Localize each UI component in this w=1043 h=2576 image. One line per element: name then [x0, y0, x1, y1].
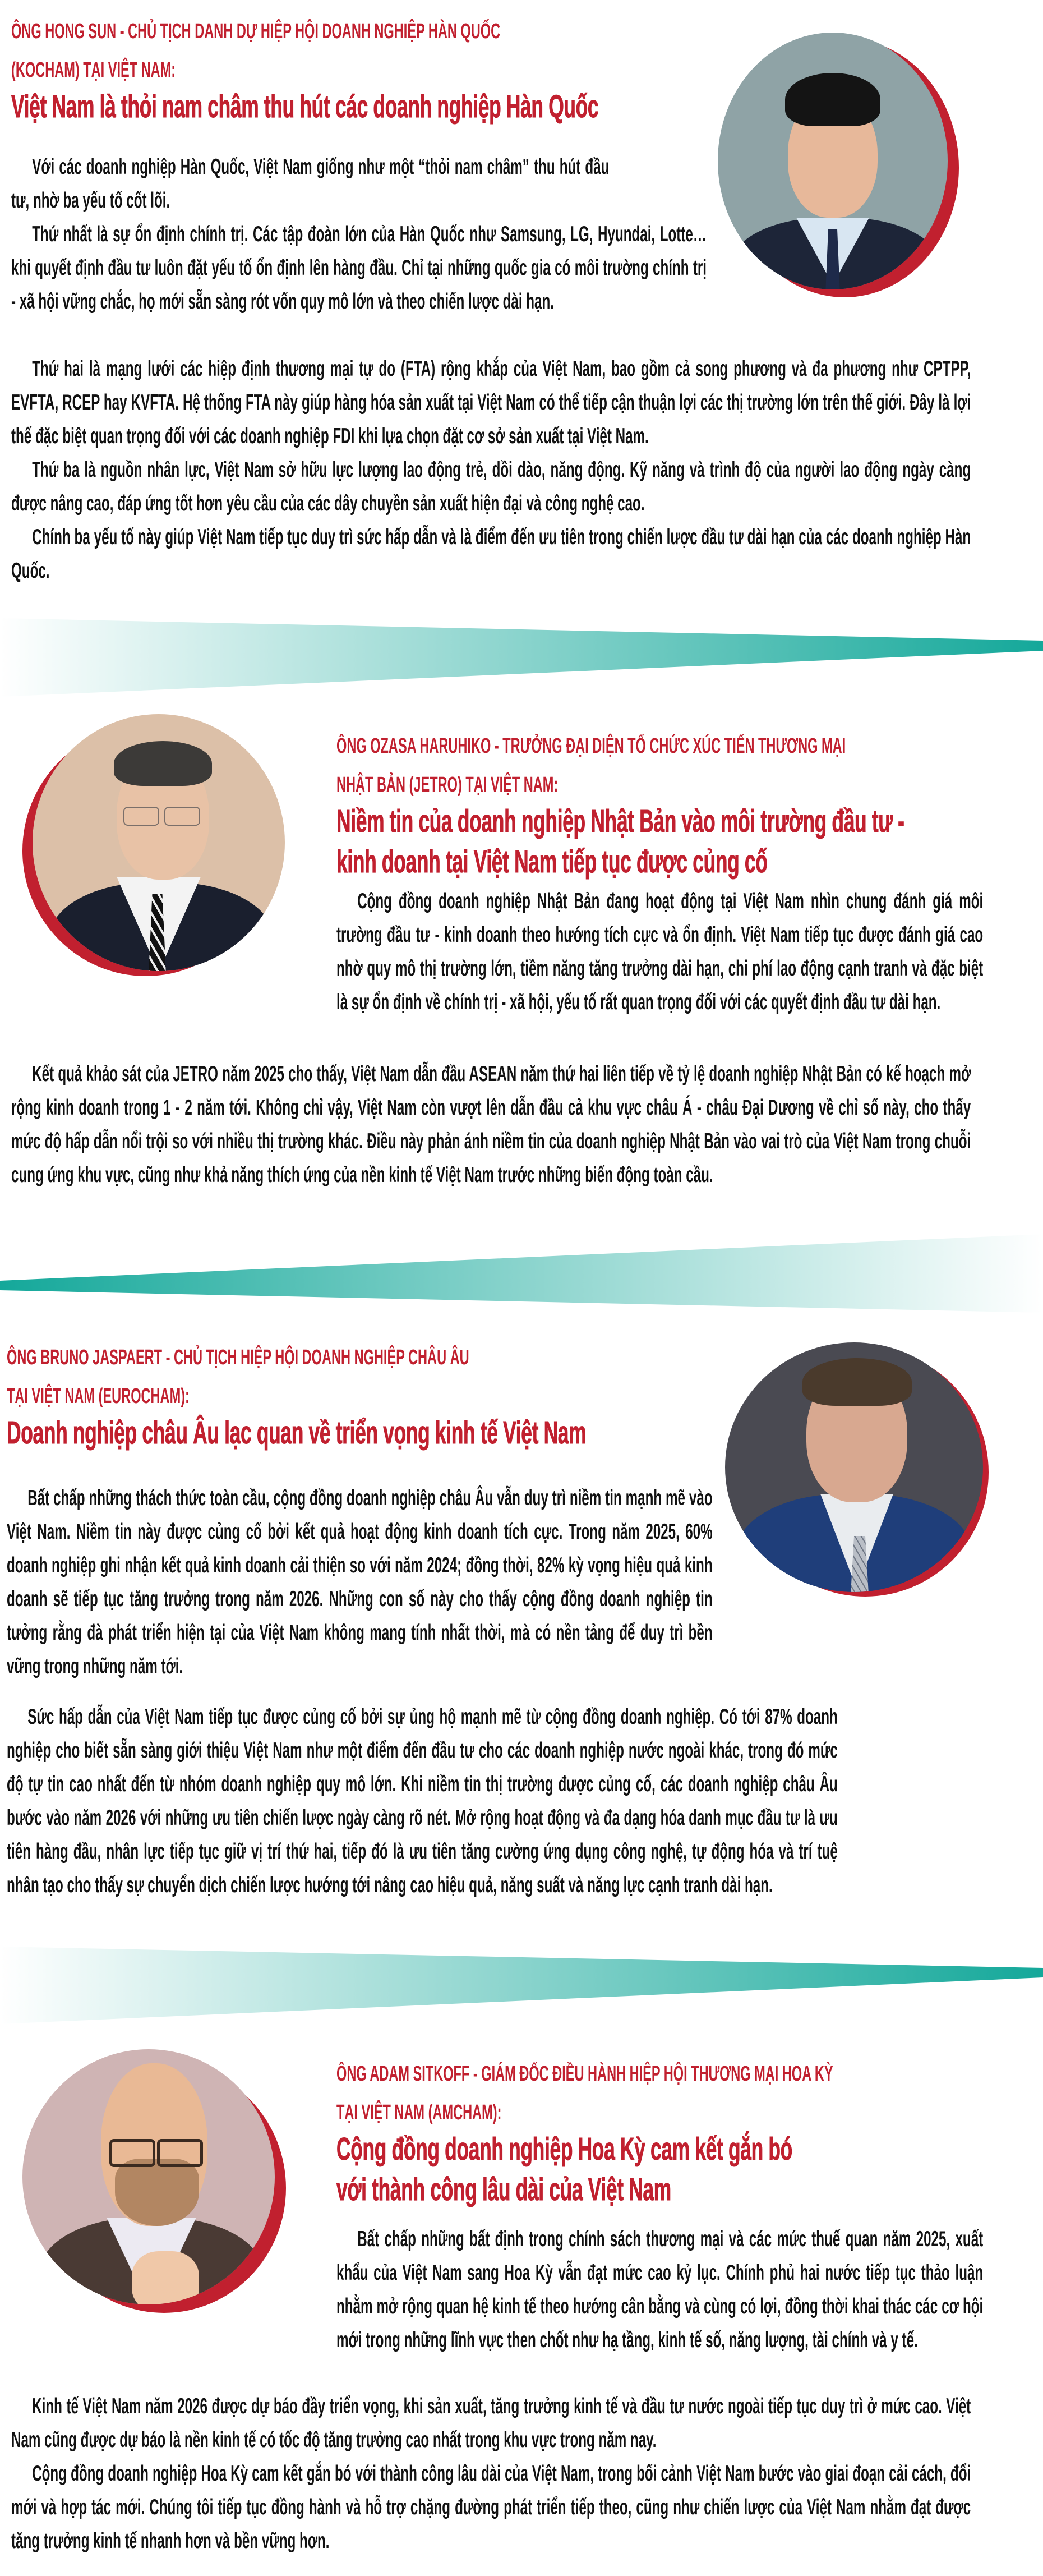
header-block — [336, 2055, 997, 2210]
speaker-photo — [22, 2049, 289, 2316]
section-divider — [0, 1945, 1043, 2030]
speaker-title: ÔNG OZASA HARUHIKO - TRƯỞNG ĐẠI DIỆN TỔ CHỨC XÚC TIẾN THƯƠNG MẠI — [336, 734, 846, 758]
paragraph: Thứ hai là mạng lưới các hiệp định thương mại tự do (FTA) rộng khắp của Việt Nam, bao gồm cả song phương và đa phương như CPTPP, EVFTA, RCEP hay KVFTA. Hệ thống FTA này giúp hàng hóa sản xuất tại Việt Nam có thể tiếp cận thuận lợi các thị trường lớn trên thế giới. Đây là lợi thế đặc biệt quan trọng đối với các doanh nghiệp FDI khi lựa chọn đặt cơ sở sản xuất tại Việt Nam. — [11, 357, 971, 448]
paragraph: Thứ nhất là sự ổn định chính trị. Các tập đoàn lớn của Hàn Quốc như Samsung, LG, Hyundai, Lotte… khi quyết định đầu tư luôn đặt yếu tố ổn định lên hàng đầu. Chỉ tại những quốc gia có môi trường chính trị - xã hội vững chắc, họ mới sẵn sàng rót vốn quy mô lớn và theo chiến lược dài hạn. — [11, 222, 707, 314]
article-body-beside-photo — [336, 885, 983, 1019]
section-headline: kinh doanh tại Việt Nam tiếp tục được củng cố — [336, 844, 768, 880]
speaker-title: TẠI VIỆT NAM (EUROCHAM): — [7, 1384, 190, 1408]
header-block — [11, 12, 707, 127]
speaker-title: NHẬT BẢN (JETRO) TẠI VIỆT NAM: — [336, 773, 559, 797]
article-body — [11, 150, 609, 218]
paragraph: Bất chấp những bất định trong chính sách thương mại và các mức thuế quan năm 2025, xuất khẩu của Việt Nam sang Hoa Kỳ vẫn đạt mức cao kỷ lục. Chính phủ hai nước tiếp tục thảo luận nhằm mở rộng quan hệ kinh tế theo hướng cân bằng và cùng có lợi, đồng thời khai thác các cơ hội mới trong những lĩnh vực then chốt như hạ tầng, kinh tế số, năng lượng, tài chính và y tế. — [336, 2227, 984, 2352]
article-body — [7, 1700, 838, 1902]
paragraph: Sức hấp dẫn của Việt Nam tiếp tục được củng cố bởi sự ủng hộ mạnh mẽ từ cộng đồng doanh nghiệp. Có tới 87% doanh nghiệp cho biết sẵn sàng giới thiệu Việt Nam như một điểm đến đầu tư cho các doanh nghiệp nước ngoài khác, trong đó mức độ tự tin cao nhất đến từ nhóm doanh nghiệp quy mô lớn. Khi niềm tin thị trường được củng cố, các doanh nghiệp châu Âu bước vào năm 2026 với những ưu tiên chiến lược ngày càng rõ nét. Mở rộng hoạt động và đa dạng hóa danh mục đầu tư là ưu tiên hàng đầu, nhân lực tiếp tục giữ vị trí thứ hai, tiếp đó là ưu tiên tăng cường ứng dụng công nghệ, tự động hóa và trí tuệ nhân tạo cho thấy sự chuyển dịch chiến lược hướng tới nâng cao hiệu quả, năng suất và năng lực cạnh tranh dài hạn. — [7, 1705, 838, 1897]
paragraph: Kết quả khảo sát của JETRO năm 2025 cho thấy, Việt Nam dẫn đầu ASEAN năm thứ hai liên tiếp về tỷ lệ doanh nghiệp Nhật Bản có kế hoạch mở rộng kinh doanh trong 1 - 2 năm tới. Không chỉ vậy, Việt Nam còn vượt lên dẫn đầu cả khu vực châu Á - châu Đại Dương về chỉ số này, cho thấy mức độ hấp dẫn nổi trội so với nhiều thị trường khác. Điều này phản ánh niềm tin của doanh nghiệp Nhật Bản vào vai trò của Việt Nam trong chuỗi cung ứng khu vực, cũng như khả năng thích ứng của nền kinh tế Việt Nam trước những biến động toàn cầu. — [11, 1062, 971, 1187]
paragraph: Kinh tế Việt Nam năm 2026 được dự báo đầy triển vọng, khi sản xuất, tăng trưởng kinh tế và đầu tư nước ngoài tiếp tục duy trì ở mức cao. Việt Nam cũng được dự báo là nền kinh tế có tốc độ tăng trưởng cao nhất trong khu vực trong năm nay. — [11, 2394, 971, 2452]
article-body — [11, 2390, 971, 2558]
speaker-photo — [22, 714, 286, 978]
section-headline: Niềm tin của doanh nghiệp Nhật Bản vào môi trường đầu tư - — [336, 803, 904, 839]
person-portrait-icon — [725, 1342, 983, 1592]
section-divider — [0, 617, 1043, 701]
header-block — [7, 1338, 702, 1453]
article-body-beside-photo — [7, 1482, 713, 1683]
paragraph: Thứ ba là nguồn nhân lực, Việt Nam sở hữu lực lượng lao động trẻ, dồi dào, năng động. Kỹ năng và trình độ của người lao động ngày càng được nâng cao, đáp ứng tốt hơn yêu cầu của các dây chuyền sản xuất hiện đại và công nghệ cao. — [11, 458, 971, 516]
section-headline: Cộng đồng doanh nghiệp Hoa Kỳ cam kết gắn bó — [336, 2131, 792, 2167]
paragraph: Cộng đồng doanh nghiệp Nhật Bản đang hoạt động tại Việt Nam nhìn chung đánh giá môi trường đầu tư - kinh doanh theo hướng tích cực và ổn định. Việt Nam tiếp tục được đánh giá cao nhờ quy mô thị trường lớn, tiềm năng tăng trưởng dài hạn, chi phí lao động cạnh tranh và đặc biệt là sự ổn định về chính trị - xã hội, yếu tố rất quan trọng đối với các quyết định đầu tư dài hạn. — [336, 889, 984, 1014]
speaker-title: (KOCHAM) TẠI VIỆT NAM: — [11, 58, 176, 82]
speaker-title: ÔNG BRUNO JASPAERT - CHỦ TỊCH HIỆP HỘI DOANH NGHIỆP CHÂU ÂU — [7, 1346, 469, 1369]
section-headline: Việt Nam là thỏi nam châm thu hút các doanh nghiệp Hàn Quốc — [11, 89, 599, 125]
paragraph: Bất chấp những thách thức toàn cầu, cộng đồng doanh nghiệp châu Âu vẫn duy trì niềm tin mạnh mẽ vào Việt Nam. Niềm tin này được củng cố bởi kết quả hoạt động kinh doanh tích cực. Trong năm 2025, 60% doanh nghiệp ghi nhận kết quả kinh doanh cải thiện so với năm 2024; đồng thời, 82% kỳ vọng hiệu quả kinh doanh sẽ tiếp tục tăng trưởng trong năm 2026. Những con số này cho thấy cộng đồng doanh nghiệp tin tưởng rằng đà phát triển hiện tại của Việt Nam không mang tính nhất thời, mà có nền tảng để duy trì bền vững trong những năm tới. — [7, 1486, 713, 1678]
speaker-title: TẠI VIỆT NAM (AMCHAM): — [336, 2101, 502, 2124]
person-portrait-icon — [718, 33, 948, 289]
article-body-beside-photo — [11, 218, 707, 319]
speaker-photo — [718, 33, 959, 296]
article-body — [11, 352, 971, 588]
article-body-beside-photo — [336, 2223, 983, 2357]
paragraph: Cộng đồng doanh nghiệp Hoa Kỳ cam kết gắn bó với thành công lâu dài của Việt Nam, trong bối cảnh Việt Nam bước vào giai đoạn cải cách, đổi mới và hợp tác mới. Chúng tôi tiếp tục đồng hành và hỗ trợ chặng đường phát triển tiếp theo, cũng như chiến lược của Việt Nam nhằm đạt được tăng trưởng kinh tế nhanh hơn và bền vững hơn. — [11, 2462, 971, 2553]
speaker-title: ÔNG ADAM SITKOFF - GIÁM ĐỐC ĐIỀU HÀNH HIỆP HỘI THƯƠNG MẠI HOA KỲ — [336, 2062, 833, 2086]
section-divider — [0, 1231, 1043, 1315]
person-portrait-icon — [33, 714, 285, 971]
speaker-title: ÔNG HONG SUN - CHỦ TỊCH DANH DỰ HIỆP HỘI DOANH NGHIỆP HÀN QUỐC — [11, 20, 501, 43]
section-headline: Doanh nghiệp châu Âu lạc quan về triển vọng kinh tế Việt Nam — [7, 1415, 587, 1451]
paragraph: Chính ba yếu tố này giúp Việt Nam tiếp tục duy trì sức hấp dẫn và là điểm đến ưu tiên trong chiến lược đầu tư dài hạn của các doanh nghiệp Hàn Quốc. — [11, 525, 971, 583]
article-body — [11, 1057, 971, 1192]
person-portrait-icon — [22, 2049, 275, 2304]
header-block — [336, 727, 997, 882]
paragraph: Với các doanh nghiệp Hàn Quốc, Việt Nam giống như một “thỏi nam châm” thu hút đầu tư, nhờ ba yếu tố cốt lõi. — [11, 155, 610, 213]
section-headline: với thành công lâu dài của Việt Nam — [336, 2172, 671, 2207]
speaker-photo — [725, 1342, 991, 1600]
